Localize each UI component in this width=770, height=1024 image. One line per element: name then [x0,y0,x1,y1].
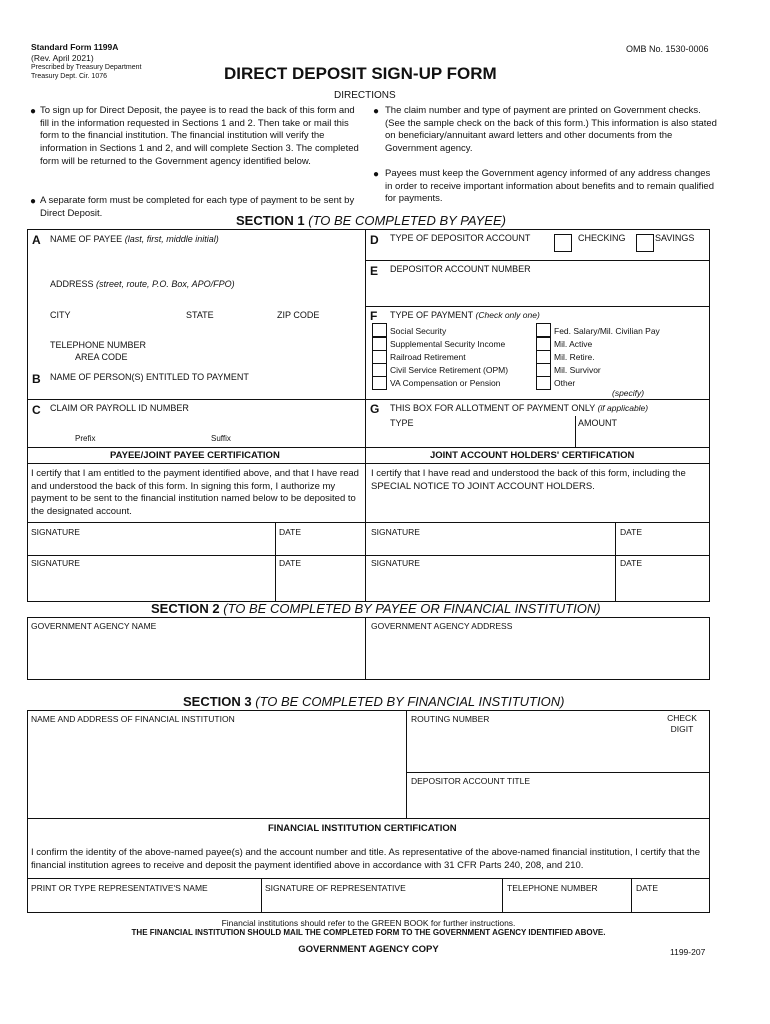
address-text: ADDRESS [50,279,94,289]
direction-2: A separate form must be completed for each type of payment to be sent by Direct Deposit. [40,195,355,219]
payment-checkbox-civil-service[interactable] [372,363,387,377]
payee-cert-heading: PAYEE/JOINT PAYEE CERTIFICATION [110,450,280,461]
area-code-label: AREA CODE [75,352,128,362]
bullet-icon: ● [373,169,380,180]
rep-date-field[interactable] [634,895,708,911]
divider [575,416,576,447]
payment-option-label: Mil. Survivor [554,365,601,375]
allotment-type-label: TYPE [390,418,414,428]
divider [261,878,262,913]
payee-name-field[interactable] [30,247,363,273]
payment-checkbox-social-security[interactable] [372,323,387,337]
account-title-label: DEPOSITOR ACCOUNT TITLE [411,776,531,786]
allotment-text: THIS BOX FOR ALLOTMENT OF PAYMENT ONLY [390,403,596,413]
bullet-icon: ● [30,106,37,117]
payment-option-label: Civil Service Retirement (OPM) [390,365,509,375]
rep-telephone-label: TELEPHONE NUMBER [507,883,598,893]
rep-signature-field[interactable] [264,895,500,911]
address-label [50,279,235,289]
divider [275,522,276,602]
payment-option-label: Mil. Active [554,339,593,349]
divider [365,617,366,680]
divider [406,710,407,818]
form-code: 1199-207 [670,947,706,957]
divider [27,818,710,819]
joint-date-2-field[interactable] [618,570,708,600]
payee-date-label: DATE [279,527,302,537]
claim-id-field[interactable] [30,416,363,432]
payment-option-label: Mil. Retire. [554,352,595,362]
divider [366,399,710,400]
joint-signature-label: SIGNATURE [371,527,420,537]
agency-address-label: GOVERNMENT AGENCY ADDRESS [371,621,513,631]
payee-signature-2-label: SIGNATURE [31,558,80,568]
routing-number-label: ROUTING NUMBER [411,714,490,724]
allotment-label [390,403,648,413]
joint-date-label: DATE [620,527,643,537]
payee-signature-2-field[interactable] [30,570,273,600]
bullet-icon: ● [30,196,37,207]
payment-checkbox-va[interactable] [372,376,387,390]
account-number-field[interactable] [368,278,708,304]
payee-date-2-label: DATE [279,558,302,568]
field-letter-g: G [370,402,380,416]
joint-signature-2-field[interactable] [368,570,613,600]
divider [406,772,710,773]
joint-signature-field[interactable] [368,538,613,553]
fi-name-address-field[interactable] [30,726,404,816]
payment-checkbox-fed-salary[interactable] [536,323,551,337]
form-number: Standard Form 1199A [31,42,119,52]
payment-option-label: Social Security [390,326,447,336]
fi-cert-text: I confirm the identity of the above-named payee(s) and the account number and title. As representative of the above-named financial institution, I certify that the financial institution agrees to receive and deposit the payment identified above in accordance with 31 CFR Parts 240, 208, and 210. [31,847,701,871]
payment-checkbox-ssi[interactable] [372,337,387,351]
payment-option-label: Other [554,378,576,388]
divider [366,306,710,307]
section-3-title: SECTION 3 [183,694,252,709]
section-2-note: (TO BE COMPLETED BY PAYEE OR FINANCIAL INSTITUTION) [223,601,601,616]
divider [27,522,710,523]
section-1-title: SECTION 1 [236,213,305,228]
joint-date-2-label: DATE [620,558,643,568]
payment-option-label: VA Compensation or Pension [390,378,501,388]
field-letter-e: E [370,264,379,278]
telephone-label: TELEPHONE NUMBER [50,340,147,350]
divider [366,260,710,261]
allotment-amount-field[interactable] [577,430,708,445]
omb-number: OMB No. 1530-0006 [626,44,709,54]
direction-1: To sign up for Direct Deposit, the payee is to read the back of this form and fill in the information requested in Sections 1 and 2. Then take or mail this form to the financial institution. The financial institution will verify the information in Sections 1 and 2, and will complete Section 3. The completed form will be returned to the Government agency identified below. [40,105,359,167]
section-1-heading [236,213,506,228]
joint-cert-heading: JOINT ACCOUNT HOLDERS' CERTIFICATION [430,450,635,461]
prescribed-by: Prescribed by Treasury Department [31,64,142,71]
rep-telephone-field[interactable] [505,895,629,911]
payee-signature-field[interactable] [30,538,273,553]
section-3-heading [183,694,564,709]
payment-option-label: Supplemental Security Income [390,339,506,349]
green-book-note: Financial institutions should refer to the GREEN BOOK for further instructions. [221,918,516,928]
checking-label: CHECKING [578,233,626,243]
section-3-note: (TO BE COMPLETED BY FINANCIAL INSTITUTION) [255,694,565,709]
account-title-field[interactable] [409,788,707,816]
section-1-note: (TO BE COMPLETED BY PAYEE) [308,213,506,228]
fi-cert-heading: FINANCIAL INSTITUTION CERTIFICATION [268,823,457,834]
address-field[interactable] [30,292,363,308]
section-2-title: SECTION 2 [151,601,220,616]
payment-checkbox-mil-survivor[interactable] [536,363,551,377]
rep-date-label: DATE [636,883,659,893]
specify-label: (specify) [612,388,645,398]
divider [502,878,503,913]
payee-signature-label: SIGNATURE [31,527,80,537]
divider [631,878,632,913]
divider [27,463,710,464]
state-label: STATE [186,310,214,320]
payment-checkbox-railroad[interactable] [372,350,387,364]
field-letter-d: D [370,233,379,247]
payee-date-field[interactable] [278,538,363,553]
form-revision: (Rev. April 2021) [31,53,94,63]
column-divider [365,229,366,602]
payment-type-text: TYPE OF PAYMENT [390,310,474,320]
field-letter-c: C [32,403,41,417]
divider [27,399,366,400]
agency-name-field[interactable] [30,633,363,678]
claim-id-label: CLAIM OR PAYROLL ID NUMBER [50,403,189,413]
city-label: CITY [50,310,71,320]
payee-name-note: (last, first, middle initial) [124,234,219,244]
form-title: DIRECT DEPOSIT SIGN-UP FORM [224,64,497,83]
savings-label: SAVINGS [655,233,695,243]
payment-checkbox-mil-active[interactable] [536,337,551,351]
mail-notice: THE FINANCIAL INSTITUTION SHOULD MAIL THE COMPLETED FORM TO THE GOVERNMENT AGENCY IDENTIFIED ABOVE. [131,928,606,937]
payee-date-2-field[interactable] [278,570,363,600]
divider [615,522,616,602]
savings-checkbox[interactable] [636,234,654,252]
payment-option-label: Fed. Salary/Mil. Civilian Pay [554,326,660,336]
divider [27,555,710,556]
allotment-type-field[interactable] [368,430,573,445]
payment-type-label [390,310,540,320]
payment-option-label: Railroad Retirement [390,352,466,362]
joint-date-field[interactable] [618,538,708,553]
fi-name-address-label: NAME AND ADDRESS OF FINANCIAL INSTITUTION [31,714,235,724]
agency-name-label: GOVERNMENT AGENCY NAME [31,621,157,631]
bullet-icon: ● [373,106,380,117]
section-2-heading [151,601,601,616]
allotment-amount-label: AMOUNT [578,418,617,428]
zip-label: ZIP CODE [277,310,320,320]
divider [27,878,710,879]
prefix-label: Prefix [75,434,96,443]
rep-name-label: PRINT OR TYPE REPRESENTATIVE'S NAME [31,883,208,893]
directions-heading: DIRECTIONS [334,90,396,101]
treasury-circular: Treasury Dept. Cir. 1076 [31,73,107,80]
field-letter-f: F [370,309,378,323]
payment-type-note: (Check only one) [475,310,540,320]
payment-checkbox-mil-retire[interactable] [536,350,551,364]
copy-label: GOVERNMENT AGENCY COPY [298,944,439,955]
payment-checkbox-other[interactable] [536,376,551,390]
direction-4: Payees must keep the Government agency informed of any address changes in order to receive important information about benefits and to remain qualified for payments. [385,168,714,205]
account-type-label: TYPE OF DEPOSITOR ACCOUNT [390,233,531,243]
direction-3: The claim number and type of payment are printed on Government checks. (See the sample check on the back of this form.) This information is also stated on beneficiary/annuitant award letters and other documents from the Government agency. [385,105,717,155]
address-note: (street, route, P.O. Box, APO/FPO) [96,279,235,289]
account-number-label: DEPOSITOR ACCOUNT NUMBER [390,264,531,274]
rep-name-field[interactable] [30,895,259,911]
checking-checkbox[interactable] [554,234,572,252]
payee-cert-text: I certify that I am entitled to the payment identified above, and that I have read and understood the back of this form. In signing this form, I authorize my payment to be sent to the financial institution named below to be deposited to the designated account. [31,468,359,518]
allotment-note: (if applicable) [597,403,649,413]
field-letter-b: B [32,372,41,386]
rep-signature-label: SIGNATURE OF REPRESENTATIVE [265,883,406,893]
agency-address-field[interactable] [368,633,708,678]
joint-cert-text: I certify that I have read and understood the back of this form, including the SPECIAL NOTICE TO JOINT ACCOUNT HOLDERS. [371,468,686,492]
payee-name-text: NAME OF PAYEE [50,234,123,244]
suffix-label: Suffix [211,434,231,443]
divider [27,447,710,448]
entitled-person-field[interactable] [30,385,363,398]
entitled-person-label: NAME OF PERSON(S) ENTITLED TO PAYMENT [50,372,249,382]
city-state-zip-field[interactable] [30,322,363,336]
field-letter-a: A [32,233,41,247]
payee-name-label [50,234,219,244]
routing-number-field[interactable] [409,728,707,770]
joint-signature-2-label: SIGNATURE [371,558,420,568]
check-digit-label: CHECK DIGIT [667,713,697,734]
